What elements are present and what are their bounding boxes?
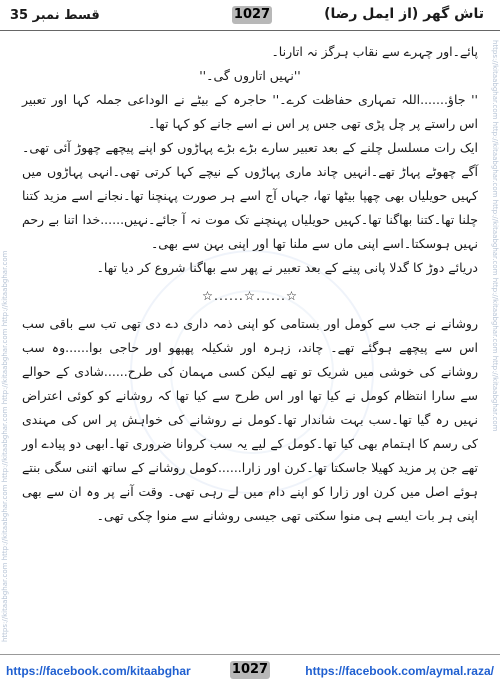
header-page-number: 1027	[233, 7, 271, 22]
novel-title: تاش گھر (از ایمل رضا)	[324, 6, 484, 22]
header-divider	[0, 30, 500, 31]
page-footer	[0, 654, 500, 686]
right-watermark-strip	[489, 40, 500, 642]
left-watermark-strip	[0, 40, 11, 642]
page-header	[0, 0, 500, 34]
footer-divider	[0, 654, 500, 655]
paragraph-6: روشانے نے جب سے کومل اور بستامی کو اپنی ذمہ داری دے دی تھی تب سے باقی سب اس سے پیچھے ہوگئے تھے۔ چاند، زہرہ اور شکیلہ پھپھو اور حاجی بوا......وہ سب روشانے کی خوشی میں شریک تو تھے لیکن کسی مہمان کی طرح......شادی کے حوالے سے سارا انتظام کومل نے کیا تھا اور اس طرح سے کیا تھا کہ روشانے کو کوئی اعتراض نہیں رہ گیا تھا۔سب بہت شاندار تھا۔کومل نے روشانے کی خواہش پر اس کی مہندی کی رسم کا اہتمام بھی کیا تھا۔کومل کے لیے یہ سب کروانا ضروری تھا۔ابھی دو پیادے اور تھے جن پر مزید کھیلا جاسکتا تھا۔کرن اور زارا......کومل روشانے کے ساتھ اتنی سگی بنتے ہوئے اصل میں کرن اور زارا کو اپنے دام میں لے رہی تھی۔ وقت آنے پر وہ ان سے بھی اپنی ہر بات ایسے ہی منوا سکتی تھی جیسی روشانے سے منوا چکی تھی۔	[22, 316, 478, 523]
episode-label: قسط نمبر 35	[10, 8, 100, 23]
footer-page-number: 1027	[231, 662, 269, 677]
section-break-stars: ☆......☆......☆	[201, 288, 299, 303]
right-watermark-text: https://kitaabghar.com http://kitaabghar.com http://kitaabghar.com http://kitaabghar.com http://kitaabghar.com	[491, 40, 499, 432]
kitaabghar-facebook-link[interactable]: https://facebook.com/kitaabghar	[6, 664, 191, 678]
story-body	[22, 40, 478, 528]
left-watermark-text: https://kitaabghar.com http://kitaabghar.com http://kitaabghar.com http://kitaabghar.com http://kitaabghar.com	[1, 250, 9, 642]
paragraph-2: ''نہیں اتاروں گی۔''	[199, 68, 301, 83]
paragraph-1: پائے۔اور چہرے سے نقاب ہرگز نہ اتارنا۔	[271, 44, 478, 59]
paragraph-4: ایک رات مسلسل چلنے کے بعد تعبیر سارے بڑے بڑے پہاڑوں کو اپنے پیچھے چھوڑ آئی تھی۔ آگے چھوٹے پہاڑ تھے۔انہیں چاند ماری پہاڑوں کے نیچے کہا کرتی تھی۔انہی پہاڑوں میں کہیں حویلیاں بھی چھپا بیٹھا تھا، جہاں آج اسے ہر صورت پہنچنا تھا۔نجانے اسے مزید کتنا چلنا تھا۔کتنا بھاگنا تھا۔کہیں حویلیاں پہنچنے تک موت نہ آ جائے۔نہیں......خدا اتنا بے رحم نہیں ہوسکتا۔اسے اپنی ماں سے ملنا تھا اور اپنی بہن سے بھی۔	[22, 140, 478, 251]
author-facebook-link[interactable]: https://facebook.com/aymal.raza/	[305, 664, 494, 678]
paragraph-5: دریائے دوڑ کا گدلا پانی پینے کے بعد تعبیر نے پھر سے بھاگنا شروع کر دیا تھا۔	[96, 260, 478, 275]
paragraph-3: '' جاؤ.......اللہ تمہاری حفاظت کرے۔'' حاجرہ کے بیٹے نے الوداعی جملہ کہا اور تعبیر اس راستے پر چل پڑی تھی جس پر اس نے اسے جانے کو کہا تھا۔	[22, 92, 478, 131]
